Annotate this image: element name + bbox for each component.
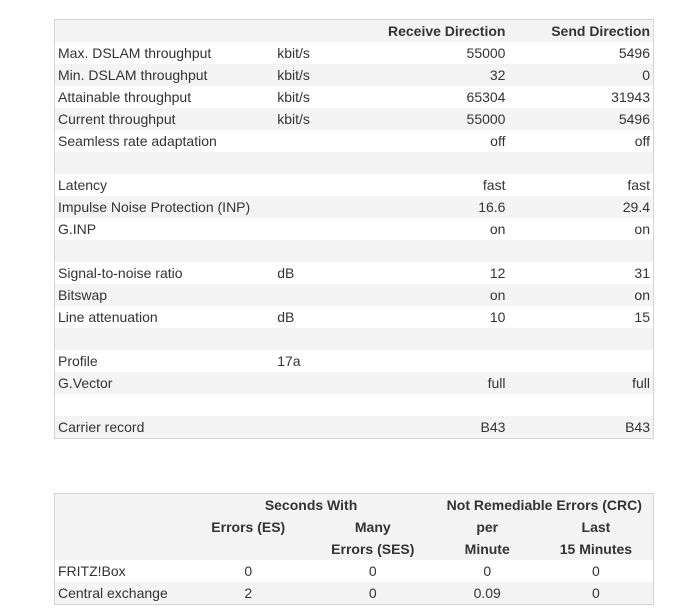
row-receive-value: 12: [378, 262, 509, 284]
row-label: G.Vector: [55, 372, 275, 394]
cell-last-15: 0: [539, 582, 654, 605]
row-send-value: [508, 152, 653, 174]
line-errors-table: [54, 493, 654, 605]
row-label: [55, 328, 275, 350]
row-receive-value: 32: [378, 64, 509, 86]
row-label: [55, 240, 275, 262]
row-unit: [274, 130, 378, 152]
errors-subheader-row-2: [55, 538, 654, 560]
row-receive-value: on: [378, 218, 509, 240]
row-unit: [274, 416, 378, 439]
row-send-value: off: [508, 130, 653, 152]
row-send-value: 29.4: [508, 196, 653, 218]
col-many-errors-line1: Many: [310, 516, 436, 538]
row-label: [55, 152, 275, 174]
row-unit: kbit/s: [274, 64, 378, 86]
row-receive-value: [378, 394, 509, 416]
row-label: Line attenuation: [55, 306, 275, 328]
header-receive-direction: Receive Direction: [378, 20, 509, 43]
row-send-value: 5496: [508, 108, 653, 130]
row-receive-value: [378, 350, 509, 372]
row-unit: kbit/s: [274, 108, 378, 130]
table-row: [55, 306, 654, 328]
errors-subheader-row-1: [55, 516, 654, 538]
table-row: [55, 372, 654, 394]
table-row: [55, 130, 654, 152]
row-send-value: [508, 394, 653, 416]
row-receive-value: 10: [378, 306, 509, 328]
dsl-info-table: [54, 19, 654, 439]
row-unit: [274, 152, 378, 174]
table-row: [55, 262, 654, 284]
table-row: [55, 86, 654, 108]
row-send-value: [508, 328, 653, 350]
row-send-value: on: [508, 218, 653, 240]
cell-per-minute: 0.09: [436, 582, 539, 605]
header-send-direction: Send Direction: [508, 20, 653, 43]
col-errors-es-blank: [186, 538, 310, 560]
row-send-value: full: [508, 372, 653, 394]
row-label: G.INP: [55, 218, 275, 240]
row-receive-value: B43: [378, 416, 509, 439]
row-unit: [274, 328, 378, 350]
row-send-value: 0: [508, 64, 653, 86]
col-per-minute-line1: per: [436, 516, 539, 538]
row-label-central-exchange: Central exchange: [55, 582, 187, 605]
row-receive-value: fast: [378, 174, 509, 196]
row-label: Seamless rate adaptation: [55, 130, 275, 152]
row-receive-value: 65304: [378, 86, 509, 108]
row-label: [55, 394, 275, 416]
row-send-value: [508, 240, 653, 262]
row-unit: kbit/s: [274, 42, 378, 64]
row-unit: dB: [274, 306, 378, 328]
row-receive-value: full: [378, 372, 509, 394]
row-label: Bitswap: [55, 284, 275, 306]
row-label: Min. DSLAM throughput: [55, 64, 275, 86]
row-send-value: on: [508, 284, 653, 306]
row-receive-value: on: [378, 284, 509, 306]
row-unit: [274, 394, 378, 416]
table-row: [55, 64, 654, 86]
row-receive-value: [378, 152, 509, 174]
row-unit: 17a: [274, 350, 378, 372]
row-label: Max. DSLAM throughput: [55, 42, 275, 64]
table-row: [55, 174, 654, 196]
cell-ses: 0: [310, 560, 436, 582]
row-unit: dB: [274, 262, 378, 284]
row-label: Profile: [55, 350, 275, 372]
row-receive-value: 55000: [378, 108, 509, 130]
table-row: [55, 350, 654, 372]
row-send-value: 31: [508, 262, 653, 284]
table-row: [55, 560, 654, 582]
row-send-value: B43: [508, 416, 653, 439]
cell-per-minute: 0: [436, 560, 539, 582]
row-label: Carrier record: [55, 416, 275, 439]
seconds-with-group-header: Seconds With: [186, 494, 435, 517]
row-receive-value: 16.6: [378, 196, 509, 218]
col-last-15-line2: 15 Minutes: [539, 538, 654, 560]
cell-ses: 0: [310, 582, 436, 605]
row-unit: [274, 284, 378, 306]
table-row: [55, 416, 654, 439]
cell-last-15: 0: [539, 560, 654, 582]
table-row: [55, 108, 654, 130]
crc-group-header: Not Remediable Errors (CRC): [436, 494, 654, 517]
row-receive-value: [378, 328, 509, 350]
table-row: [55, 42, 654, 64]
row-send-value: [508, 350, 653, 372]
header-blank-label: [55, 20, 275, 43]
cell-es: 0: [186, 560, 310, 582]
col-last-15-line1: Last: [539, 516, 654, 538]
row-label: Attainable throughput: [55, 86, 275, 108]
spacer-row: [55, 240, 654, 262]
row-unit: [274, 218, 378, 240]
table-row: [55, 196, 654, 218]
errors-group-header-row: [55, 494, 654, 517]
row-send-value: fast: [508, 174, 653, 196]
table-row: [55, 582, 654, 605]
errors-subheader-blank-1: [55, 516, 187, 538]
col-errors-es: Errors (ES): [186, 516, 310, 538]
row-unit: [274, 240, 378, 262]
dsl-header-row: [55, 20, 654, 43]
errors-header-blank: [55, 494, 187, 517]
header-blank-unit: [274, 20, 378, 43]
row-receive-value: 55000: [378, 42, 509, 64]
row-label: Latency: [55, 174, 275, 196]
errors-subheader-blank-2: [55, 538, 187, 560]
row-unit: [274, 372, 378, 394]
table-row: [55, 218, 654, 240]
row-send-value: 15: [508, 306, 653, 328]
col-per-minute-line2: Minute: [436, 538, 539, 560]
spacer-row: [55, 152, 654, 174]
row-unit: [274, 196, 378, 218]
row-label: Signal-to-noise ratio: [55, 262, 275, 284]
row-send-value: 5496: [508, 42, 653, 64]
row-receive-value: [378, 240, 509, 262]
row-label: Current throughput: [55, 108, 275, 130]
spacer-row: [55, 328, 654, 350]
col-many-errors-line2: Errors (SES): [310, 538, 436, 560]
row-unit: [274, 174, 378, 196]
row-send-value: 31943: [508, 86, 653, 108]
row-label: Impulse Noise Protection (INP): [55, 196, 275, 218]
table-row: [55, 284, 654, 306]
row-receive-value: off: [378, 130, 509, 152]
row-label-fritzbox: FRITZ!Box: [55, 560, 187, 582]
spacer-row: [55, 394, 654, 416]
row-unit: kbit/s: [274, 86, 378, 108]
cell-es: 2: [186, 582, 310, 605]
